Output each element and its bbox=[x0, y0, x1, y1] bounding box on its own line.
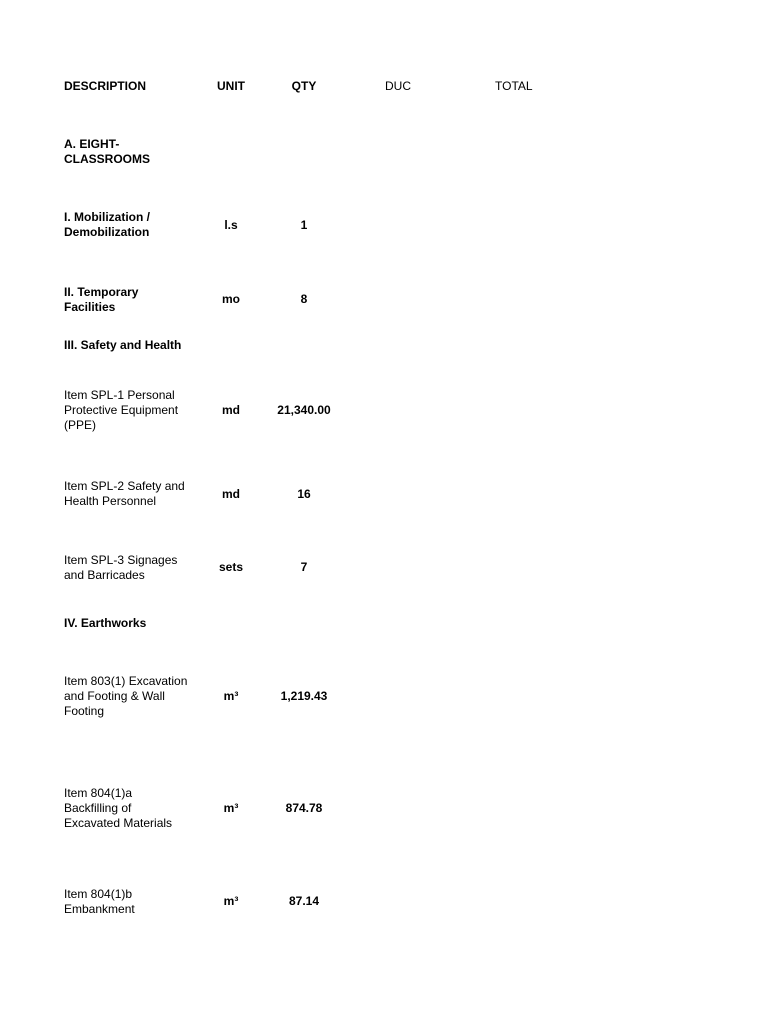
row-qty: 874.78 bbox=[285, 801, 323, 815]
row-unit: m³ bbox=[223, 894, 239, 908]
row-description: I. Mobilization / Demobilization bbox=[64, 210, 150, 239]
row-description: Item SPL-1 Personal Protective Equipment (PPE) bbox=[64, 388, 179, 432]
header-duc: DUC bbox=[385, 79, 411, 93]
header-total: TOTAL bbox=[495, 79, 533, 93]
row-unit: md bbox=[222, 403, 240, 417]
row-description: II. Temporary Facilities bbox=[64, 285, 139, 314]
row-description: A. EIGHT-CLASSROOMS bbox=[64, 137, 151, 166]
row-unit: md bbox=[222, 487, 240, 501]
row-qty: 21,340.00 bbox=[277, 403, 331, 417]
row-unit: mo bbox=[222, 292, 240, 306]
row-description: III. Safety and Health bbox=[64, 338, 182, 352]
header-description: DESCRIPTION bbox=[64, 79, 147, 93]
header-unit: UNIT bbox=[217, 79, 245, 93]
row-unit: l.s bbox=[224, 218, 238, 232]
row-description: Item SPL-2 Safety and Health Personnel bbox=[64, 479, 185, 508]
row-qty: 7 bbox=[300, 560, 308, 574]
row-unit: m³ bbox=[223, 801, 239, 815]
header-qty: QTY bbox=[291, 79, 317, 93]
row-qty: 1 bbox=[300, 218, 308, 232]
row-unit: sets bbox=[218, 560, 244, 574]
row-qty: 16 bbox=[297, 487, 311, 501]
row-qty: 87.14 bbox=[288, 894, 320, 908]
row-qty: 1,219.43 bbox=[280, 689, 328, 703]
row-description: Item 803(1) Excavation and Footing & Wall Footing bbox=[64, 674, 188, 718]
row-qty: 8 bbox=[300, 292, 308, 306]
row-description: Item SPL-3 Signages and Barricades bbox=[64, 553, 178, 582]
row-description: IV. Earthworks bbox=[64, 616, 147, 630]
row-unit: m³ bbox=[223, 689, 239, 703]
row-description: Item 804(1)a Backfilling of Excavated Materials bbox=[64, 786, 173, 830]
row-description: Item 804(1)b Embankment bbox=[64, 887, 135, 916]
